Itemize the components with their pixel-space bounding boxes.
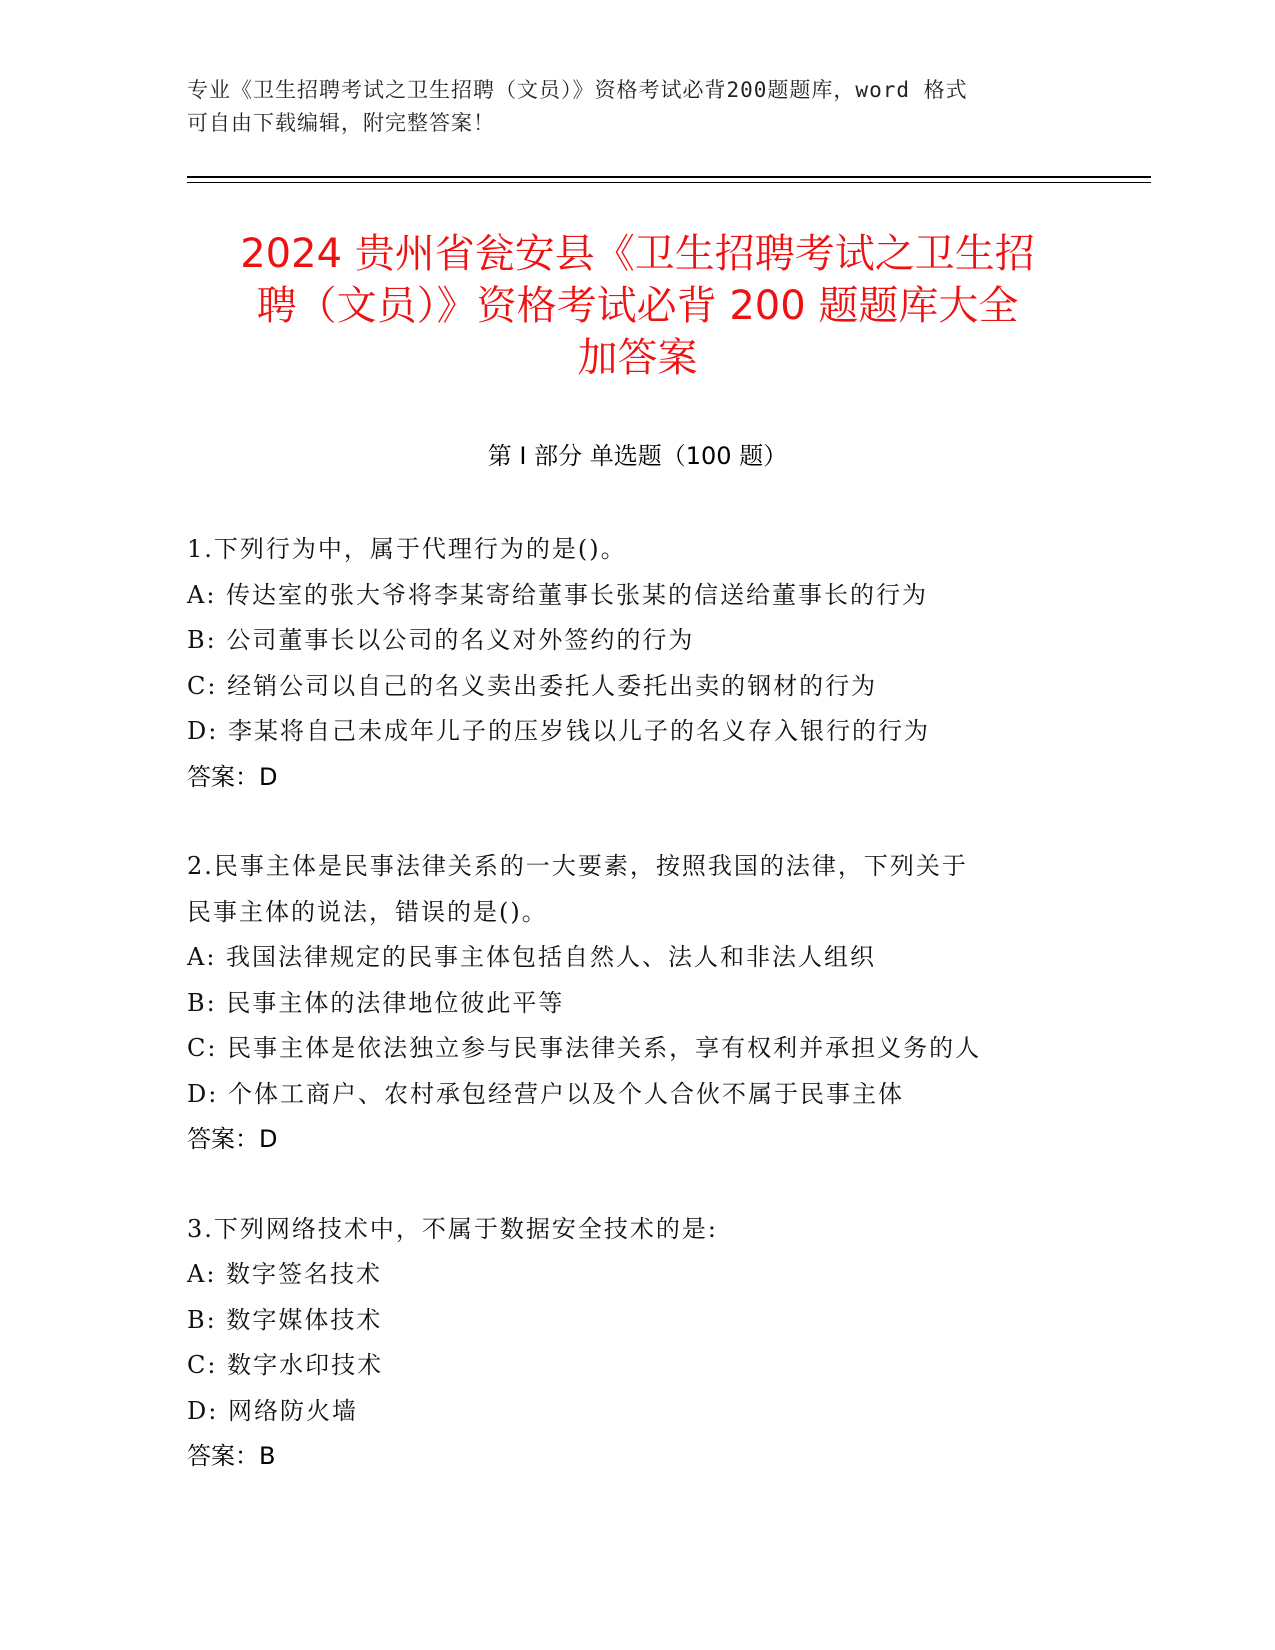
header-note-line-2: 可自由下载编辑，附完整答案！ [187,111,495,135]
question-stem: 1.下列行为中，属于代理行为的是()。 [187,535,627,563]
document-title-line-1: 2024 贵州省瓮安县《卫生招聘考试之卫生招 [240,231,1035,277]
question-1 [187,527,1087,800]
option-b: B: 数字媒体技术 [187,1305,383,1334]
header-divider-thick [187,176,1151,178]
question-3 [187,1207,1087,1480]
option-d: D: 网络防火墙 [187,1396,358,1425]
option-d: D: 李某将自己未成年儿子的压岁钱以儿子的名义存入银行的行为 [187,717,930,745]
question-stem-continued: 民事主体的说法，错误的是()。 [187,897,548,926]
answer: 答案：B [187,1442,276,1470]
question-stem: 3.下列网络技术中，不属于数据安全技术的是: [187,1214,718,1243]
header-note [187,74,1067,140]
header-divider-thin [187,182,1151,183]
option-a: A: 我国法律规定的民事主体包括自然人、法人和非法人组织 [187,943,877,971]
option-b: B: 民事主体的法律地位彼此平等 [187,988,565,1017]
answer: 答案：D [187,762,278,791]
option-d: D: 个体工商户、农村承包经营户以及个人合伙不属于民事主体 [187,1079,904,1108]
option-a: A: 传达室的张大爷将李某寄给董事长张某的信送给董事长的行为 [187,580,929,609]
answer: 答案：D [187,1125,278,1153]
header-note-line-1: 专业《卫生招聘考试之卫生招聘（文员）》资格考试必背200题题库，word 格式 [187,78,968,102]
section-title: 第 I 部分 单选题（100 题） [487,442,788,470]
option-c: C: 经销公司以自己的名义卖出委托人委托出卖的钢材的行为 [187,671,878,700]
question-stem: 2.民事主体是民事法律关系的一大要素，按照我国的法律，下列关于 [187,852,968,880]
document-title-line-2: 聘（文员）》资格考试必背 200 题题库大全 [256,283,1019,329]
document-title [160,228,1115,384]
document-title-line-3: 加答案 [577,335,698,381]
question-2 [187,844,1087,1163]
option-b: B: 公司董事长以公司的名义对外签约的行为 [187,626,695,654]
option-c: C: 数字水印技术 [187,1351,384,1379]
option-a: A: 数字签名技术 [187,1260,383,1288]
option-c: C: 民事主体是依法独立参与民事法律关系，享有权利并承担义务的人 [187,1034,982,1062]
question-list [187,527,1087,1524]
